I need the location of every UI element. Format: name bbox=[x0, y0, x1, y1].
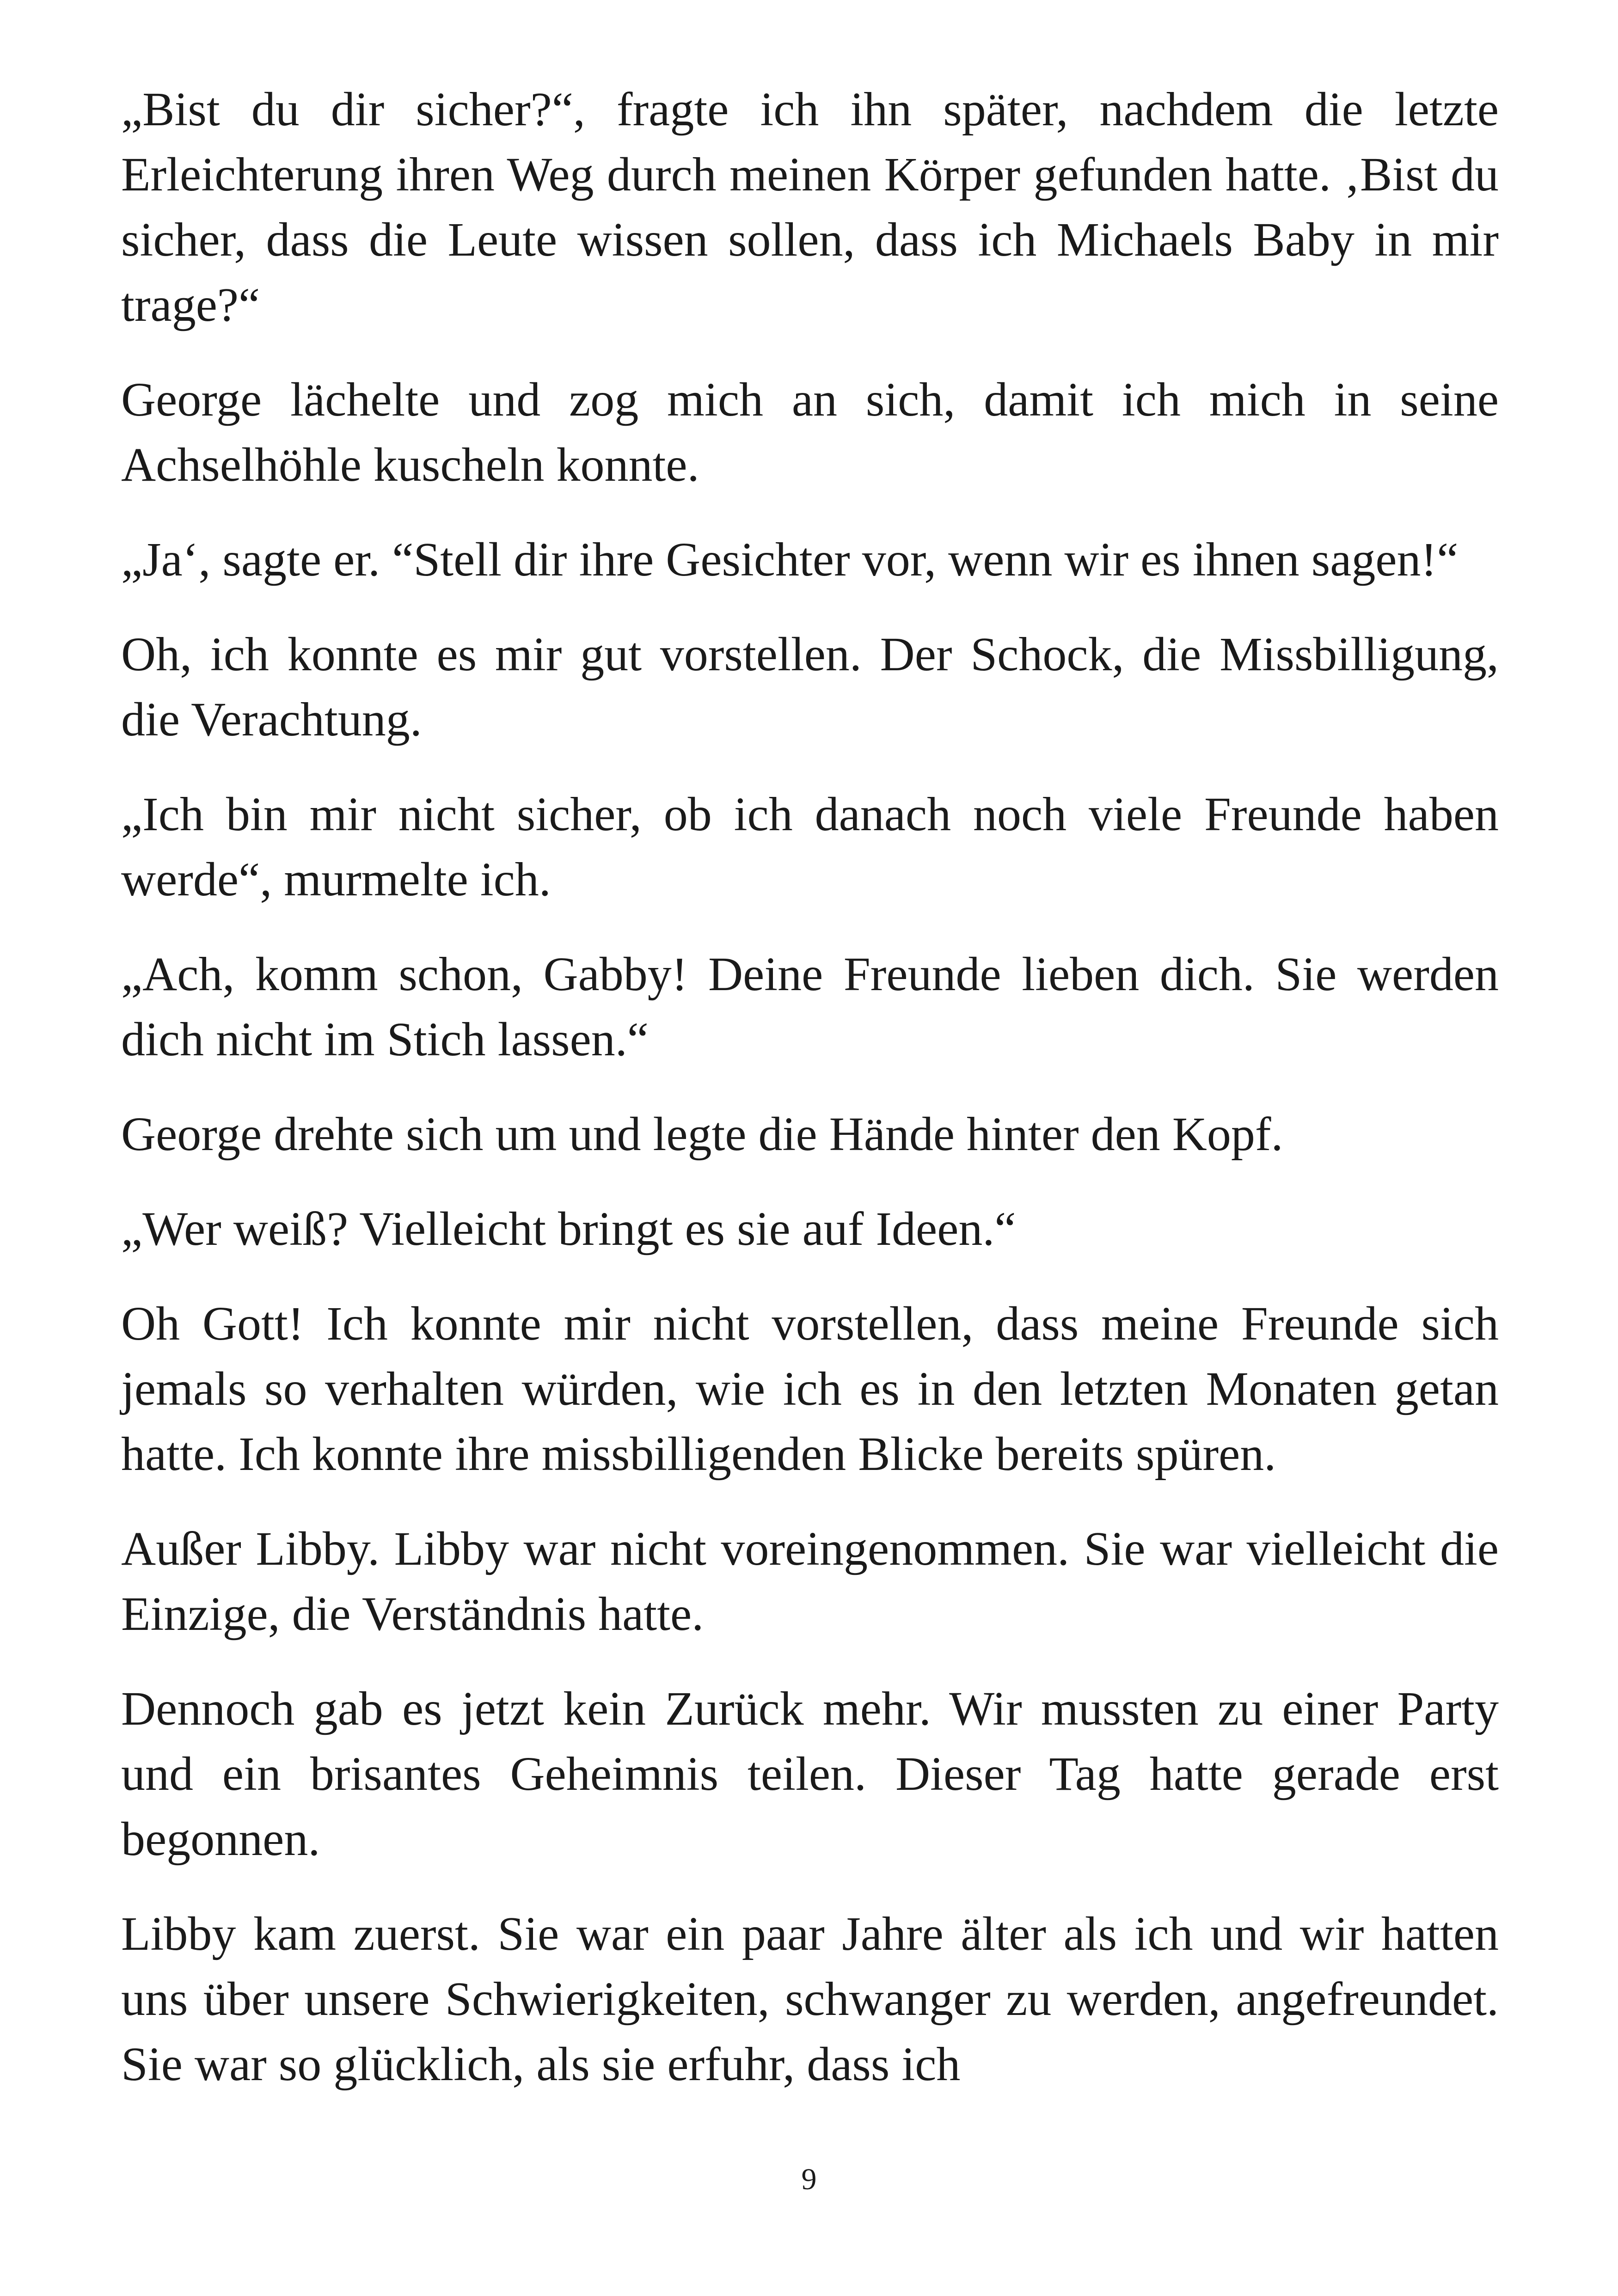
paragraph-3: „Ja‘, sagte er. “Stell dir ihre Gesichter vor, wenn wir es ihnen sagen!“ bbox=[121, 533, 1459, 586]
paragraph-9: Oh Gott! Ich konnte mir nicht vorstellen, dass meine Freunde sich jemals so verhalten würden, wie ich es in den letzten Monaten getan hatte. Ich konnte ihre missbilligenden Blicke bereits spüren. bbox=[121, 1297, 1499, 1481]
paragraph-10: Außer Libby. Libby war nicht voreingenommen. Sie war vielleicht die Einzige, die Verständnis hatte. bbox=[121, 1522, 1499, 1641]
paragraph-8: „Wer weiß? Vielleicht bringt es sie auf Ideen.“ bbox=[121, 1202, 1016, 1255]
body-text bbox=[121, 77, 1499, 2126]
page-number: 9 bbox=[801, 2162, 817, 2196]
paragraph-6: „Ach, komm schon, Gabby! Deine Freunde lieben dich. Sie werden dich nicht im Stich lassen.“ bbox=[121, 948, 1499, 1066]
paragraph-11: Dennoch gab es jetzt kein Zurück mehr. Wir mussten zu einer Party und ein brisantes Geheimnis teilen. Dieser Tag hatte gerade erst begonnen. bbox=[121, 1682, 1499, 1866]
paragraph-4: Oh, ich konnte es mir gut vorstellen. Der Schock, die Missbilligung, die Verachtung. bbox=[121, 628, 1499, 746]
paragraph-7: George drehte sich um und legte die Hände hinter den Kopf. bbox=[121, 1108, 1283, 1161]
paragraph-12: Libby kam zuerst. Sie war ein paar Jahre älter als ich und wir hatten uns über unsere Schwierigkeiten, schwanger zu werden, angefreundet. Sie war so glücklich, als sie erfuhr, dass ich bbox=[121, 1907, 1499, 2091]
paragraph-1: „Bist du dir sicher?“, fragte ich ihn später, nachdem die letzte Erleichterung ihren Weg durch meinen Körper gefunden hatte. ‚Bist du sicher, dass die Leute wissen sollen, dass ich Michaels Baby in mir trage?“ bbox=[121, 83, 1499, 331]
paragraph-2: George lächelte und zog mich an sich, damit ich mich in seine Achselhöhle kuscheln konnte. bbox=[121, 373, 1499, 491]
paragraph-5: „Ich bin mir nicht sicher, ob ich danach noch viele Freunde haben werde“, murmelte ich. bbox=[121, 788, 1499, 906]
